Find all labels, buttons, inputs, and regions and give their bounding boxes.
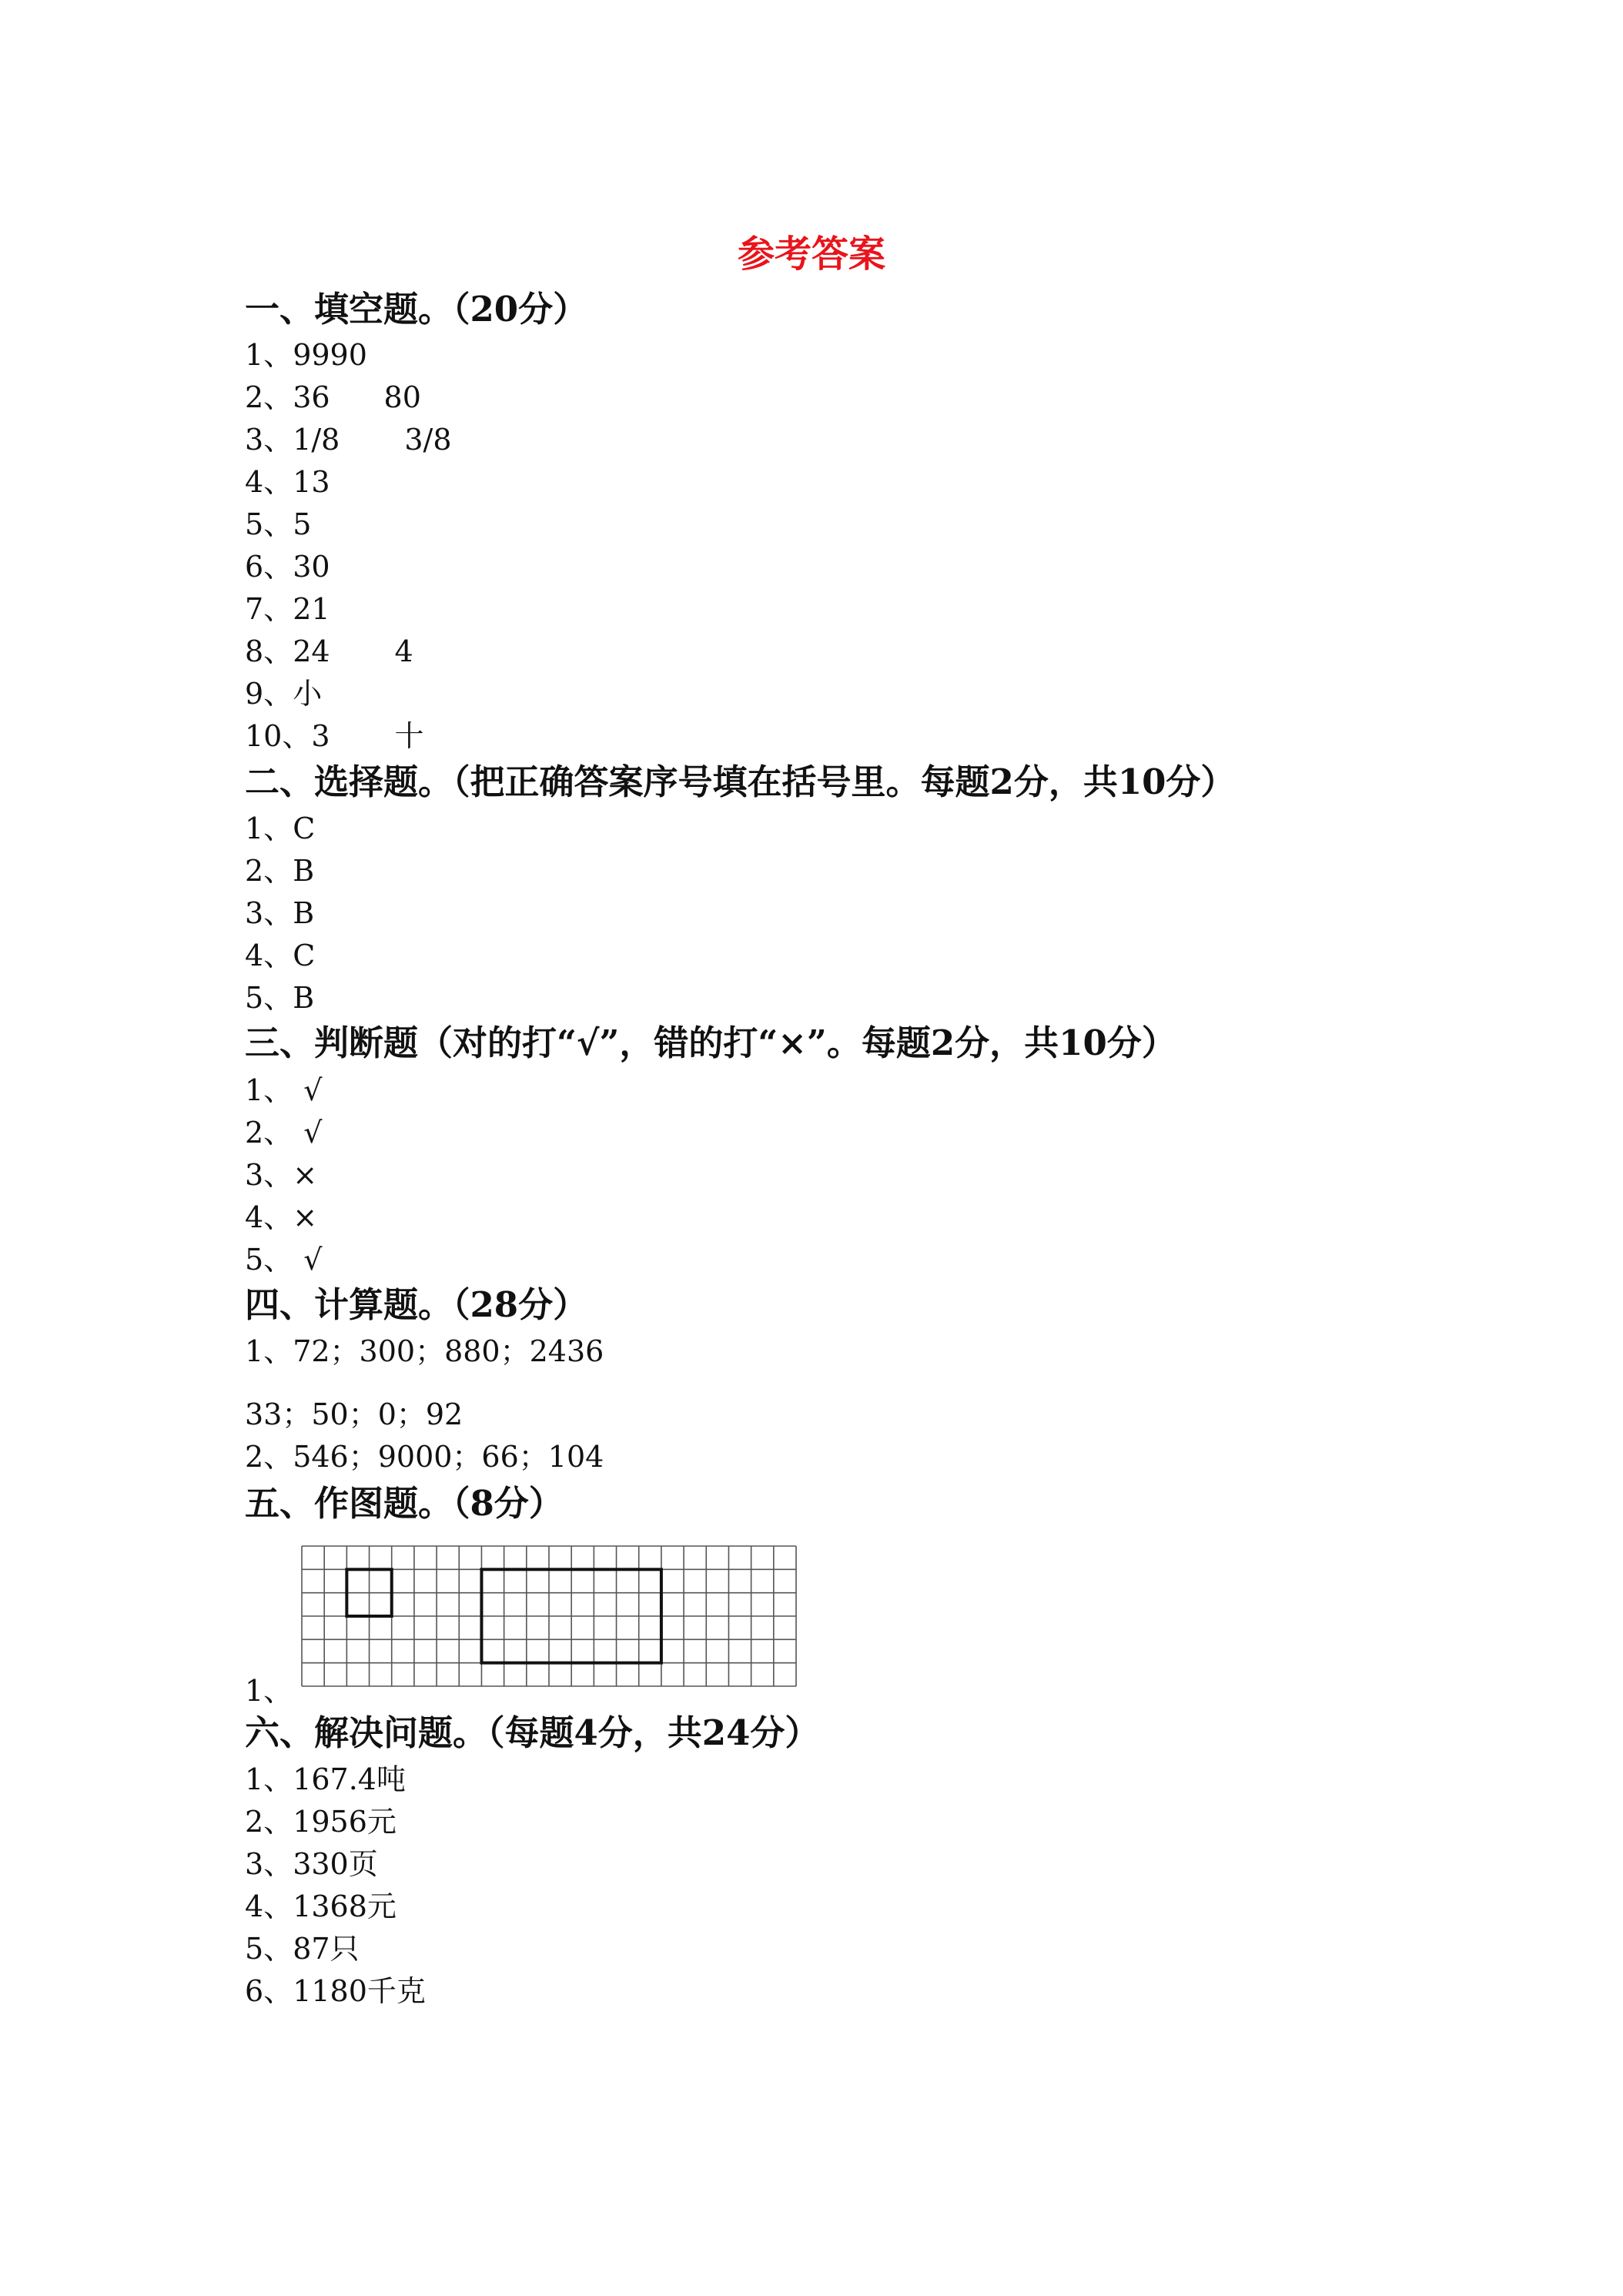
page-title: 参考答案 bbox=[737, 233, 885, 276]
answer-line: 3、B bbox=[245, 896, 315, 930]
grid-figure bbox=[300, 1545, 798, 1688]
answer-line: 4、C bbox=[245, 939, 316, 972]
answer-line: 4、× bbox=[245, 1200, 318, 1234]
answer-line: 1、9990 bbox=[245, 338, 367, 372]
answer-line: 3、1/8 3/8 bbox=[245, 423, 452, 457]
answer-line: 33；50；0；92 bbox=[245, 1397, 463, 1431]
answer-line: 1、72；300；880；2436 bbox=[245, 1334, 604, 1368]
answer-line: 6、1180千克 bbox=[245, 1974, 426, 2008]
answer-line: 3、330页 bbox=[245, 1847, 378, 1881]
answer-line: 3、× bbox=[245, 1158, 318, 1192]
section-heading-calculation: 四、计算题。（28分） bbox=[245, 1284, 588, 1325]
answer-line: 7、21 bbox=[245, 592, 330, 626]
answer-line: 8、24 4 bbox=[245, 634, 413, 668]
answer-line: 10、3 十 bbox=[245, 719, 424, 753]
answer-line: 2、546；9000；66；104 bbox=[245, 1440, 604, 1474]
answer-line: 4、13 bbox=[245, 465, 330, 499]
section-heading-multiple-choice: 二、选择题。（把正确答案序号填在括号里。每题2分，共10分） bbox=[245, 761, 1236, 802]
drawing-grid bbox=[300, 1545, 798, 1688]
section-heading-fill-in: 一、填空题。（20分） bbox=[245, 289, 588, 330]
answer-line: 5、 √ bbox=[245, 1243, 323, 1277]
answer-line: 2、36 80 bbox=[245, 380, 421, 414]
section-heading-drawing: 五、作图题。（8分） bbox=[245, 1483, 564, 1524]
answer-line: 1、C bbox=[245, 812, 316, 845]
answer-line: 6、30 bbox=[245, 550, 330, 584]
section-heading-word-problems: 六、解决问题。（每题4分，共24分） bbox=[245, 1712, 820, 1753]
section-heading-true-false: 三、判断题（对的打“√”，错的打“×”。每题2分，共10分） bbox=[245, 1022, 1176, 1063]
answer-line: 5、B bbox=[245, 981, 315, 1015]
answer-line: 2、B bbox=[245, 854, 315, 888]
answer-line: 5、5 bbox=[245, 507, 312, 541]
answer-line: 2、 √ bbox=[245, 1116, 323, 1150]
answer-line: 5、87只 bbox=[245, 1932, 360, 1966]
answer-line: 4、1368元 bbox=[245, 1889, 397, 1923]
answer-line: 9、小 bbox=[245, 677, 323, 711]
answer-line: 1、 bbox=[245, 1674, 293, 1708]
answer-line: 1、 √ bbox=[245, 1073, 323, 1107]
answer-line: 1、167.4吨 bbox=[245, 1762, 406, 1796]
answer-line: 2、1956元 bbox=[245, 1805, 397, 1839]
